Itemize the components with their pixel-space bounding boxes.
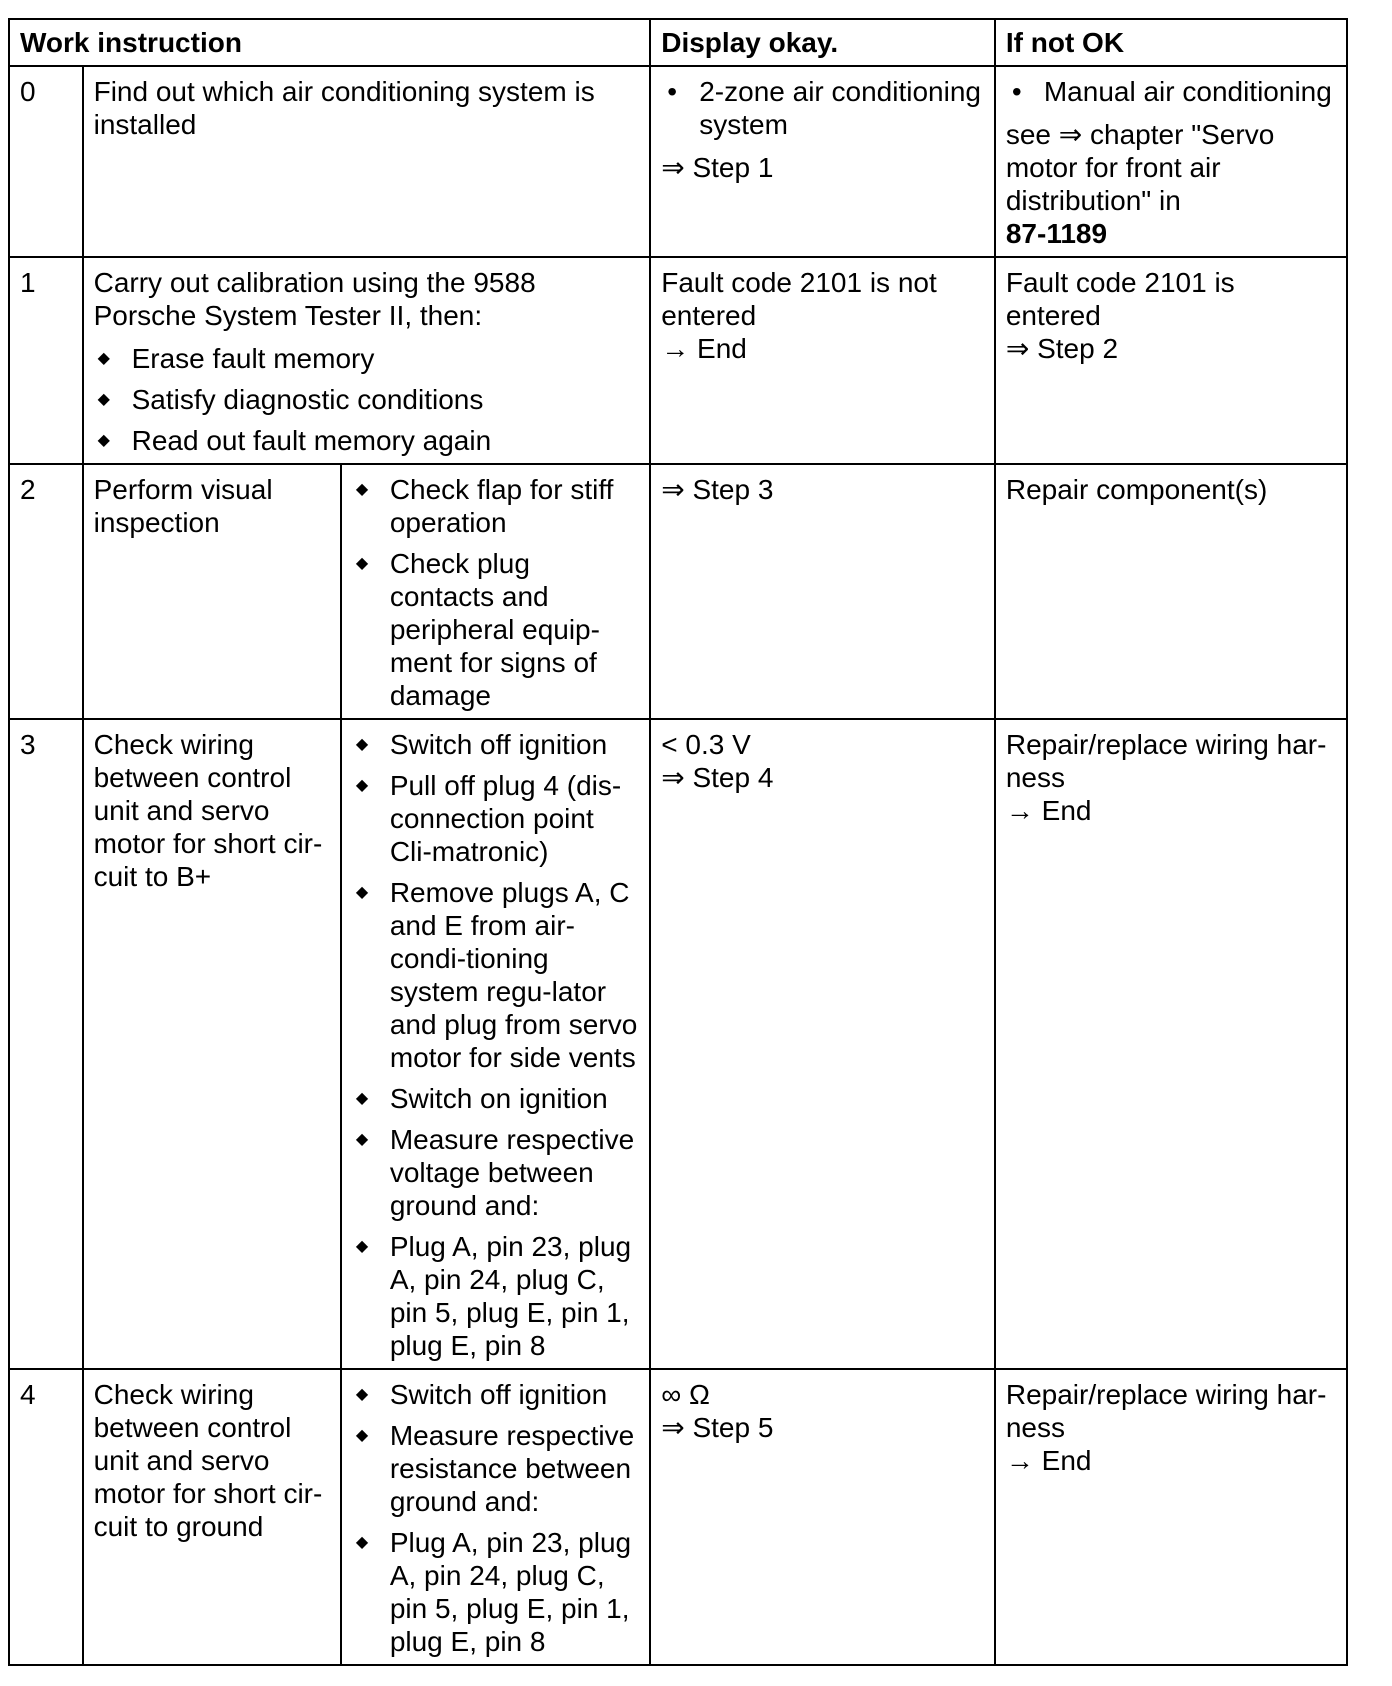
list-item: ◆ Measure respective resistance between ground and: — [352, 1419, 639, 1518]
list-item: ◆ Plug A, pin 23, plug A, pin 24, plug C, pin 5, plug E, pin 1, plug E, pin 8 — [352, 1526, 639, 1658]
work-instruction-table — [8, 18, 1348, 1666]
result-text: Fault code 2101 is entered — [1005, 267, 1235, 331]
display-ok-cell — [650, 1369, 995, 1665]
next-step: ⇒ Step 2 — [1005, 333, 1119, 364]
next-step: → End — [661, 333, 747, 364]
task-text: Check wiring between control unit and servo motor for short cir-cuit to ground — [83, 1369, 341, 1665]
if-not-ok-cell — [995, 719, 1347, 1369]
result-text: Repair component(s) — [1005, 474, 1268, 505]
list-item: • 2-zone air conditioning system — [661, 75, 984, 141]
list-item: • Manual air conditioning — [1006, 75, 1336, 108]
list-item: ◆ Remove plugs A, C and E from air-condi-tioning system regu-lator and plug from servo motor for side vents — [352, 876, 639, 1074]
display-ok-cell — [650, 719, 995, 1369]
header-row — [9, 19, 1347, 66]
step-number: 4 — [9, 1369, 83, 1665]
header-if-not-ok: If not OK — [995, 19, 1347, 66]
next-step: ⇒ Step 1 — [661, 152, 774, 183]
instruction-text: Carry out calibration using the 9588 Porsche System Tester II, then: — [93, 267, 536, 331]
result-text: Repair/replace wiring har-ness — [1005, 729, 1327, 793]
result-text: < 0.3 V — [661, 729, 751, 760]
table-row — [9, 66, 1347, 257]
if-not-ok-cell — [995, 464, 1347, 719]
if-not-ok-cell — [995, 1369, 1347, 1665]
list-item: ◆ Read out fault memory again — [94, 424, 640, 457]
display-ok-cell — [650, 257, 995, 464]
list-item: ◆ Pull off plug 4 (dis-connection point Cli-matronic) — [352, 769, 639, 868]
result-text: Fault code 2101 is not entered — [661, 267, 937, 331]
table-row — [9, 719, 1347, 1369]
list-item: ◆ Satisfy diagnostic conditions — [94, 383, 640, 416]
instruction-text: Find out which air conditioning system is installed — [83, 66, 651, 257]
next-step: → End — [1005, 795, 1092, 826]
step-number: 0 — [9, 66, 83, 257]
procedure-cell — [341, 719, 650, 1369]
step-number: 3 — [9, 719, 83, 1369]
table-row — [9, 1369, 1347, 1665]
header-work-instruction: Work instruction — [9, 19, 650, 66]
table-row — [9, 257, 1347, 464]
display-ok-cell — [650, 66, 995, 257]
document-number: 87-1189 — [1005, 218, 1108, 249]
if-not-ok-cell — [995, 257, 1347, 464]
next-step: ⇒ Step 4 — [661, 762, 774, 793]
list-item: ◆ Plug A, pin 23, plug A, pin 24, plug C, pin 5, plug E, pin 1, plug E, pin 8 — [352, 1230, 639, 1362]
header-display-okay: Display okay. — [650, 19, 995, 66]
list-item: ◆ Measure respective voltage between ground and: — [352, 1123, 639, 1222]
procedure-cell — [341, 1369, 650, 1665]
next-step: → End — [1005, 1445, 1092, 1476]
procedure-cell — [341, 464, 650, 719]
list-item: ◆ Switch off ignition — [352, 1378, 639, 1411]
list-item: ◆ Erase fault memory — [94, 342, 640, 375]
next-step: ⇒ Step 5 — [661, 1412, 774, 1443]
list-item: ◆ Switch on ignition — [352, 1082, 639, 1115]
list-item: ◆ Check flap for stiff operation — [352, 473, 639, 539]
if-not-ok-cell — [995, 66, 1347, 257]
list-item: ◆ Switch off ignition — [352, 728, 639, 761]
step-number: 2 — [9, 464, 83, 719]
step-number: 1 — [9, 257, 83, 464]
result-text: ∞ Ω — [661, 1379, 710, 1410]
list-item: ◆ Check plug contacts and peripheral equip-ment for signs of damage — [352, 547, 639, 712]
result-text: Repair/replace wiring har-ness — [1005, 1379, 1327, 1443]
task-text: Perform visual inspection — [83, 464, 341, 719]
display-ok-cell — [650, 464, 995, 719]
task-text: Check wiring between control unit and servo motor for short cir-cuit to B+ — [83, 719, 341, 1369]
table-row — [9, 464, 1347, 719]
chapter-reference: see ⇒ chapter "Servo motor for front air distribution" in — [1005, 119, 1275, 216]
instruction-cell — [83, 257, 651, 464]
next-step: ⇒ Step 3 — [661, 474, 774, 505]
